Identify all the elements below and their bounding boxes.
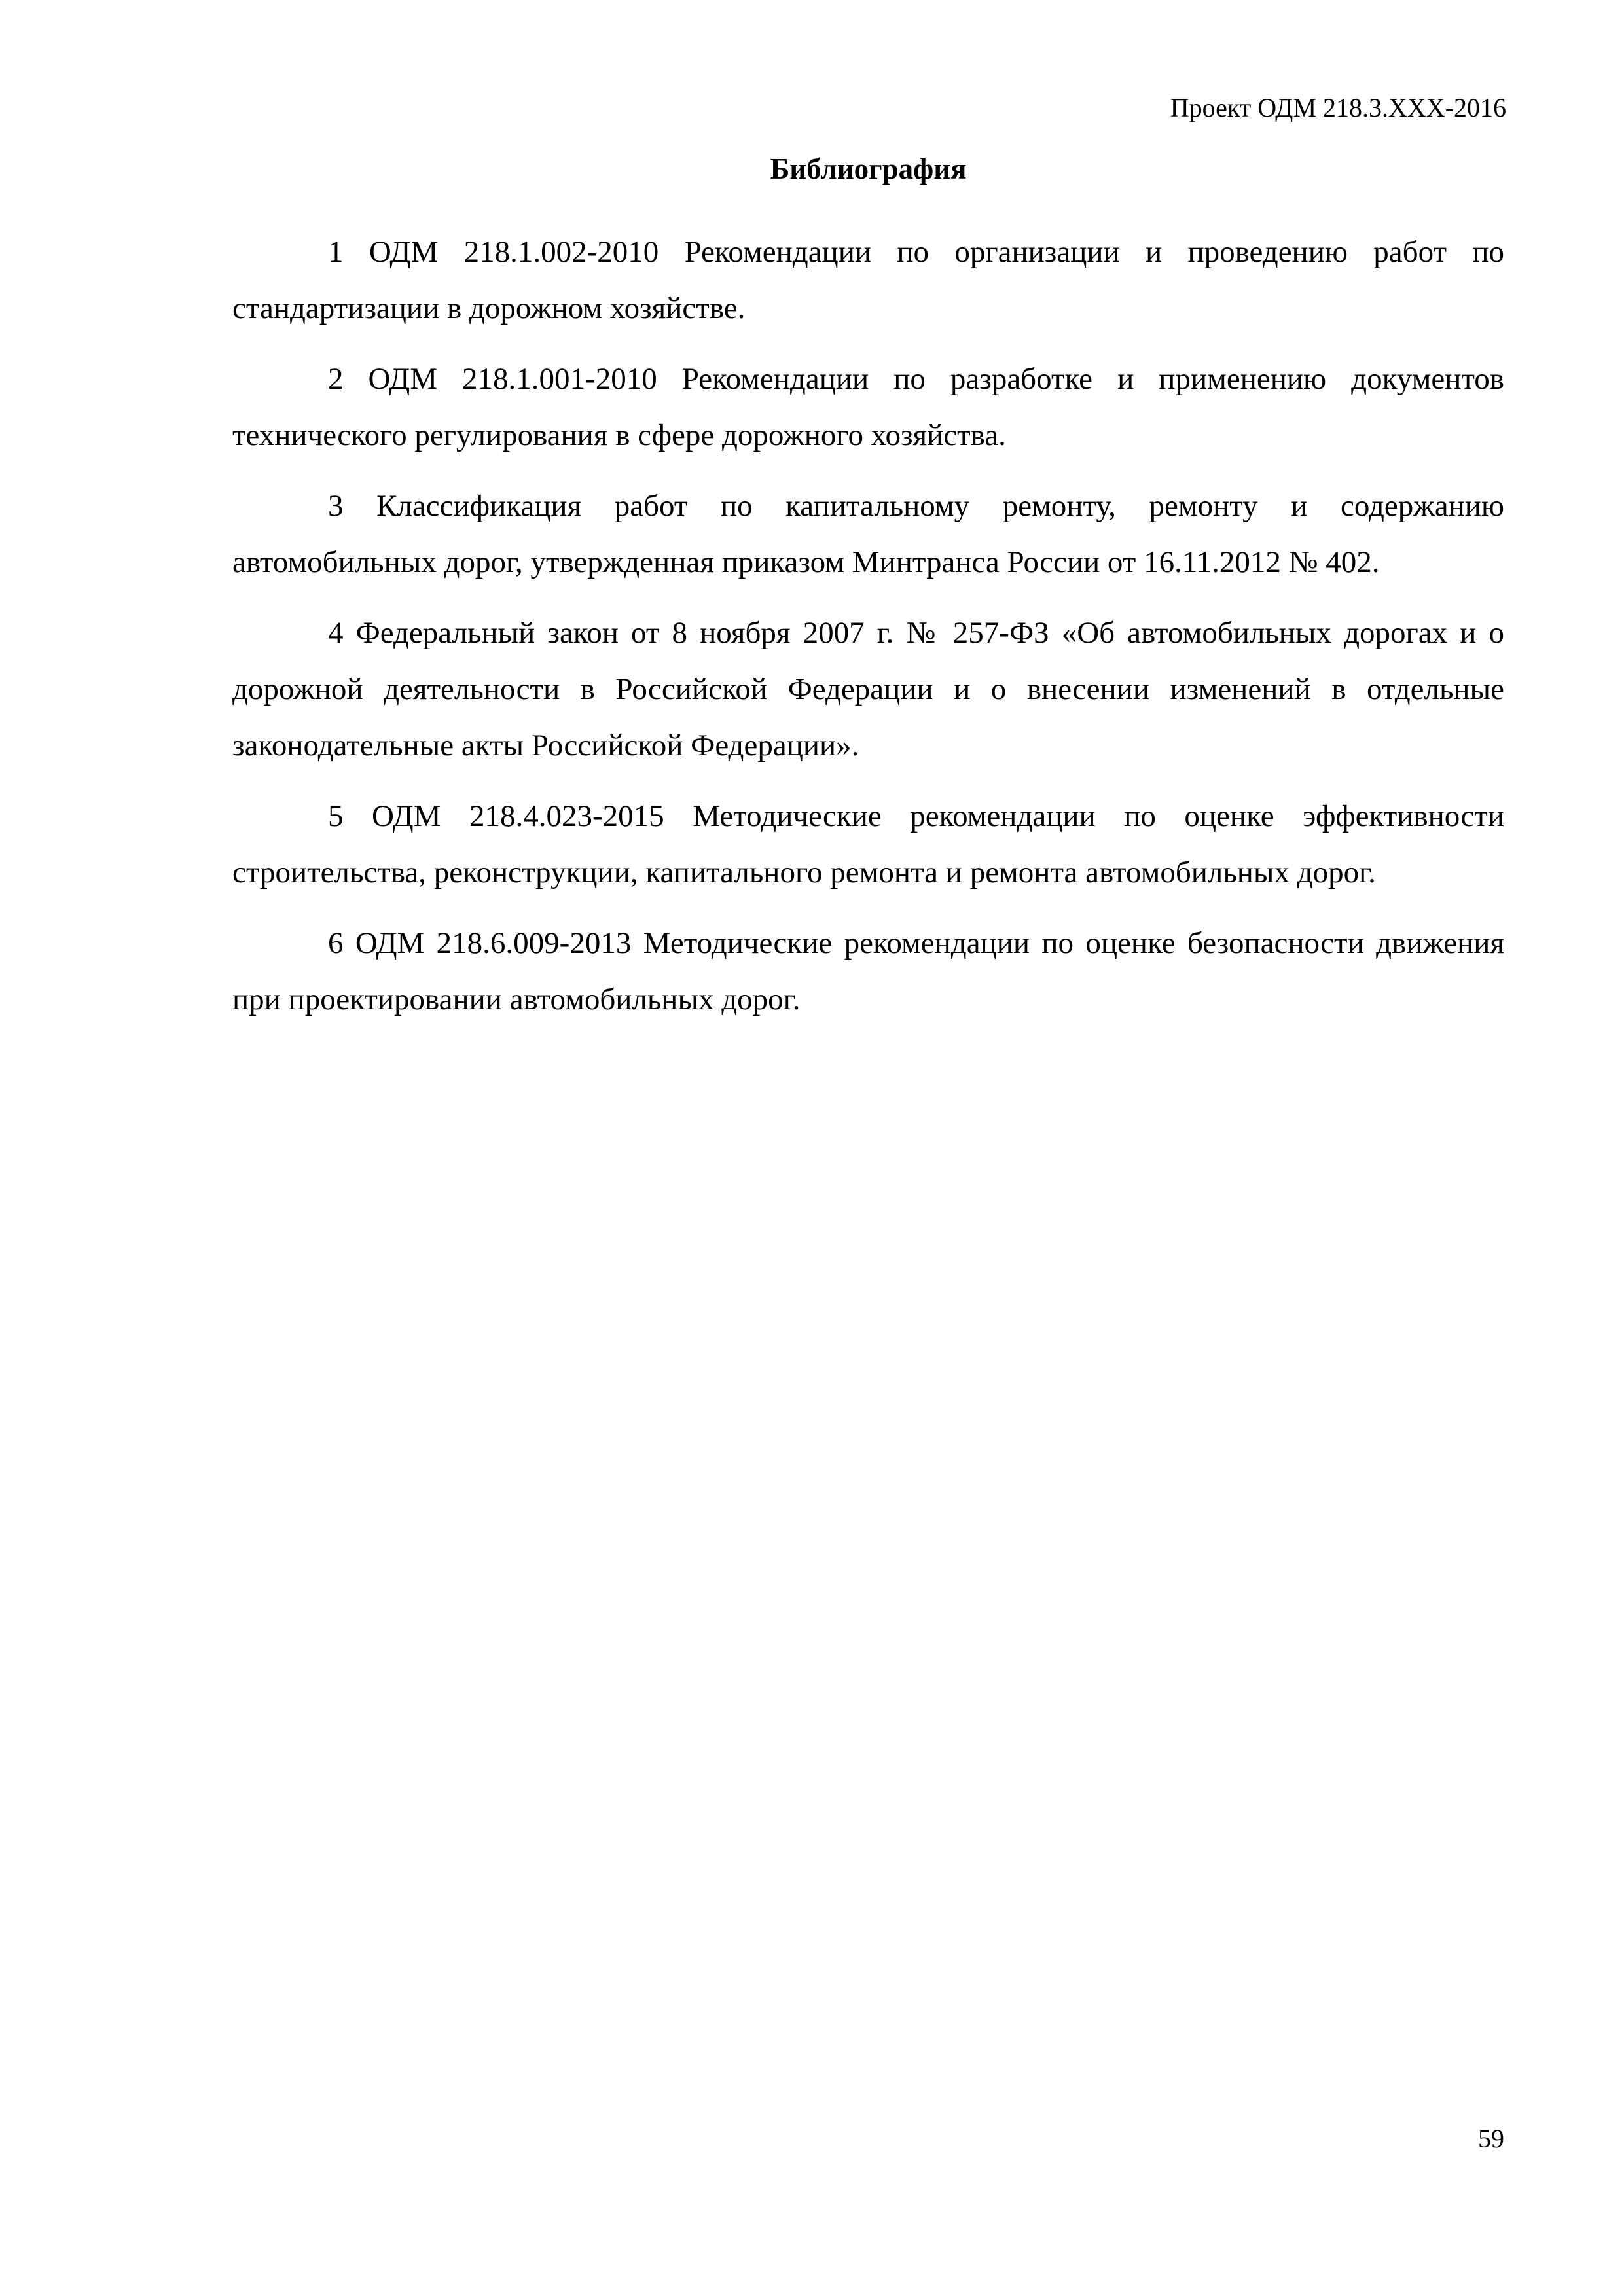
bibliography-item-5: 5 ОДМ 218.4.023-2015 Методические рекомендации по оценке эффективности строительства, реконструкции, капитального ремонта и ремонта автомобильных дорог. <box>232 799 1504 889</box>
bibliography-item-6: 6 ОДМ 218.6.009-2013 Методические рекомендации по оценке безопасности движения при проектировании автомобильных дорог. <box>232 926 1504 1016</box>
bibliography-list <box>232 224 1504 1042</box>
bibliography-item-3: 3 Классификация работ по капитальному ремонту, ремонту и содержанию автомобильных дорог, утвержденная приказом Минтранса России от 16.11.2012 № 402. <box>232 489 1504 579</box>
section-title: Библиография <box>770 152 967 185</box>
bibliography-item-2: 2 ОДМ 218.1.001-2010 Рекомендации по разработке и применению документов технического регулирования в сфере дорожного хозяйства. <box>232 362 1504 452</box>
bibliography-item-1: 1 ОДМ 218.1.002-2010 Рекомендации по организации и проведению работ по стандартизации в дорожном хозяйстве. <box>232 235 1504 325</box>
document-header-label: Проект ОДМ 218.3.XXX-2016 <box>1170 93 1506 122</box>
bibliography-item-4: 4 Федеральный закон от 8 ноября 2007 г. № 257-ФЗ «Об автомобильных дорогах и о дорожной деятельности в Российской Федерации и о внесении изменений в отдельные законодательные акты Российской Федерации». <box>232 616 1504 762</box>
page-number: 59 <box>1478 2124 1504 2153</box>
